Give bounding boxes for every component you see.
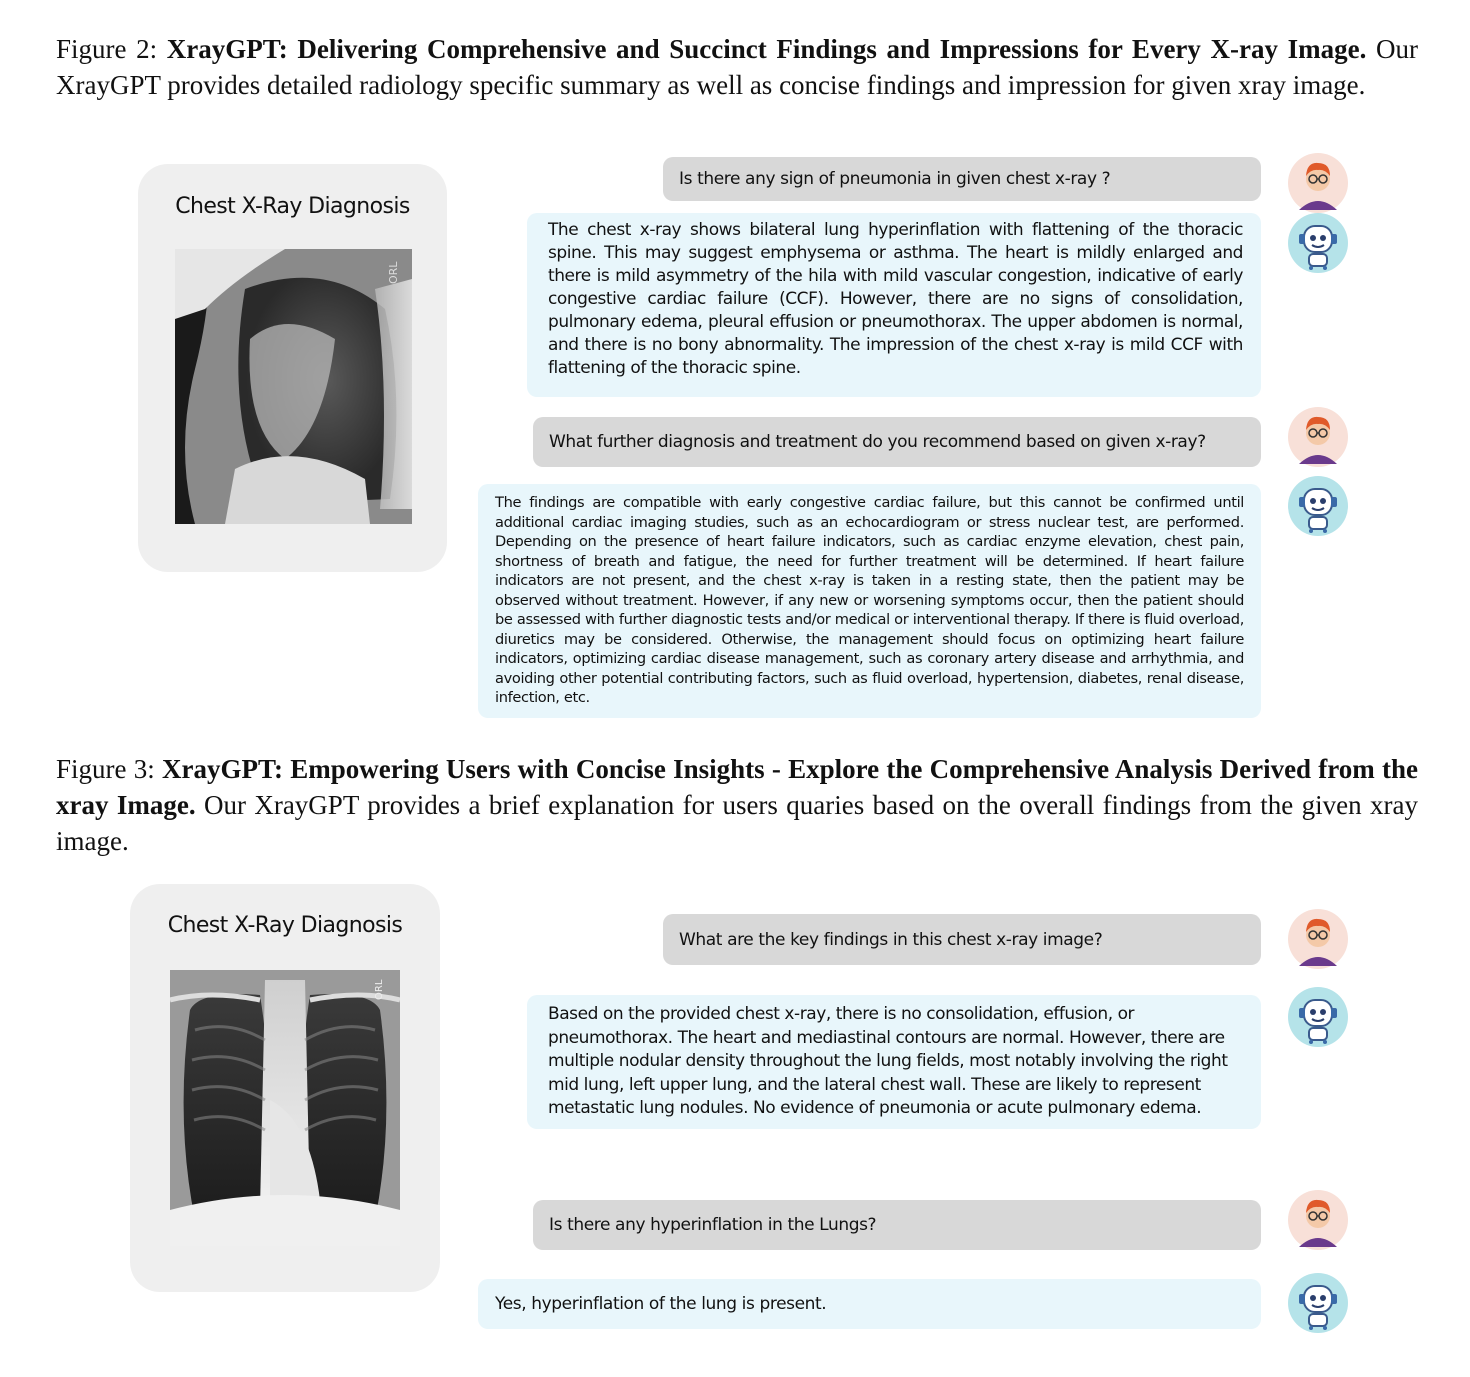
card-title: Chest X-Ray Diagnosis xyxy=(167,913,403,938)
figure-2-title: XrayGPT: Delivering Comprehensive and Succinct Findings and Impressions for Every X-ray Image. xyxy=(166,34,1367,64)
bot-answer-bubble xyxy=(527,995,1261,1129)
lateral-chest-xray-image xyxy=(175,249,412,524)
figure-3-label: Figure 3: xyxy=(56,754,155,784)
user-question-bubble xyxy=(663,914,1261,965)
xray-card-frontal xyxy=(130,884,440,1292)
figure-2-label: Figure 2: xyxy=(56,34,158,64)
frontal-chest-xray-image xyxy=(170,970,400,1246)
user-question-bubble xyxy=(533,417,1261,467)
user-avatar-icon xyxy=(1287,1189,1349,1251)
robot-avatar-icon xyxy=(1287,1272,1349,1334)
robot-avatar-icon xyxy=(1287,475,1349,537)
bot-answer-bubble xyxy=(478,1279,1261,1329)
robot-avatar-icon xyxy=(1287,212,1349,274)
answer-text: Based on the provided chest x-ray, there is no consolidation, effusion, or pneumothorax. The heart and mediastinal contours are normal. However, there are multiple nodular density throughout the lung fields, most notably involving the right mid lung, left upper lung, and the lateral chest wall. These are likely to represent metastatic lung nodules. No evidence of pneumonia or acute pulmonary edema. xyxy=(548,1004,1228,1118)
question-text: What further diagnosis and treatment do you recommend based on given x-ray? xyxy=(549,432,1206,452)
bot-answer-bubble xyxy=(527,213,1261,397)
figure-2-body: Our XrayGPT provides detailed radiology specific summary as well as concise findings and impression for given xray image. xyxy=(56,34,1418,100)
user-avatar-icon xyxy=(1287,152,1349,214)
question-text: Is there any sign of pneumonia in given chest x-ray ? xyxy=(679,169,1111,189)
svg-text:ORL: ORL xyxy=(387,261,400,284)
figure-2-caption xyxy=(56,31,1418,103)
user-question-bubble xyxy=(663,157,1261,201)
svg-text:ORL: ORL xyxy=(374,979,385,1000)
figure-3-caption xyxy=(56,751,1418,859)
answer-text: Yes, hyperinflation of the lung is present. xyxy=(495,1294,827,1314)
question-text: Is there any hyperinflation in the Lungs? xyxy=(549,1215,877,1235)
figure-3-body: Our XrayGPT provides a brief explanation for users quaries based on the overall findings from the given xray image. xyxy=(56,790,1418,856)
robot-avatar-icon xyxy=(1287,986,1349,1048)
answer-text: The findings are compatible with early congestive cardiac failure, but this cannot be confirmed until additional cardiac imaging studies, such as an echocardiogram or stress nuclear test, are performed. Depending on the presence of heart failure indicators, such as cardiac enzyme elevation, chest pain, shortness of breath and fatigue, the need for further treatment will be determined. If heart failure indicators are not present, and the chest x-ray is taken in a resting state, then the patient may be observed without treatment. However, if any new or worsening symptoms occur, then the patient should be assessed with further diagnostic tests and/or medical or interventional therapy. If there is fluid overload, diuretics may be considered. Otherwise, the management should focus on optimizing heart failure indicators, optimizing cardiac disease management, such as coronary artery disease and arrhythmia, and avoiding other potential contributing factors, such as fluid overload, hypertension, diabetes, renal disease, infection, etc. xyxy=(495,494,1244,706)
card-title: Chest X-Ray Diagnosis xyxy=(175,194,410,219)
user-question-bubble xyxy=(533,1200,1261,1250)
user-avatar-icon xyxy=(1287,908,1349,970)
answer-text: The chest x-ray shows bilateral lung hyperinflation with flattening of the thoracic spine. This may suggest emphysema or asthma. The heart is mildly enlarged and there is mild asymmetry of the hila with mild vascular congestion, indicative of early congestive cardiac failure (CCF). However, there are no signs of consolidation, pulmonary edema, pleural effusion or pneumothorax. The upper abdomen is normal, and there is no bony abnormality. The impression of the chest x-ray is mild CCF with flattening of the thoracic spine. xyxy=(548,220,1243,378)
figure-3-title: XrayGPT: Empowering Users with Concise Insights - Explore the Comprehensive Analysis Derived from the xray Image. xyxy=(56,754,1419,820)
question-text: What are the key findings in this chest x-ray image? xyxy=(679,929,1103,950)
xray-card-lateral xyxy=(138,164,447,572)
bot-answer-bubble xyxy=(478,484,1261,718)
user-avatar-icon xyxy=(1287,406,1349,468)
